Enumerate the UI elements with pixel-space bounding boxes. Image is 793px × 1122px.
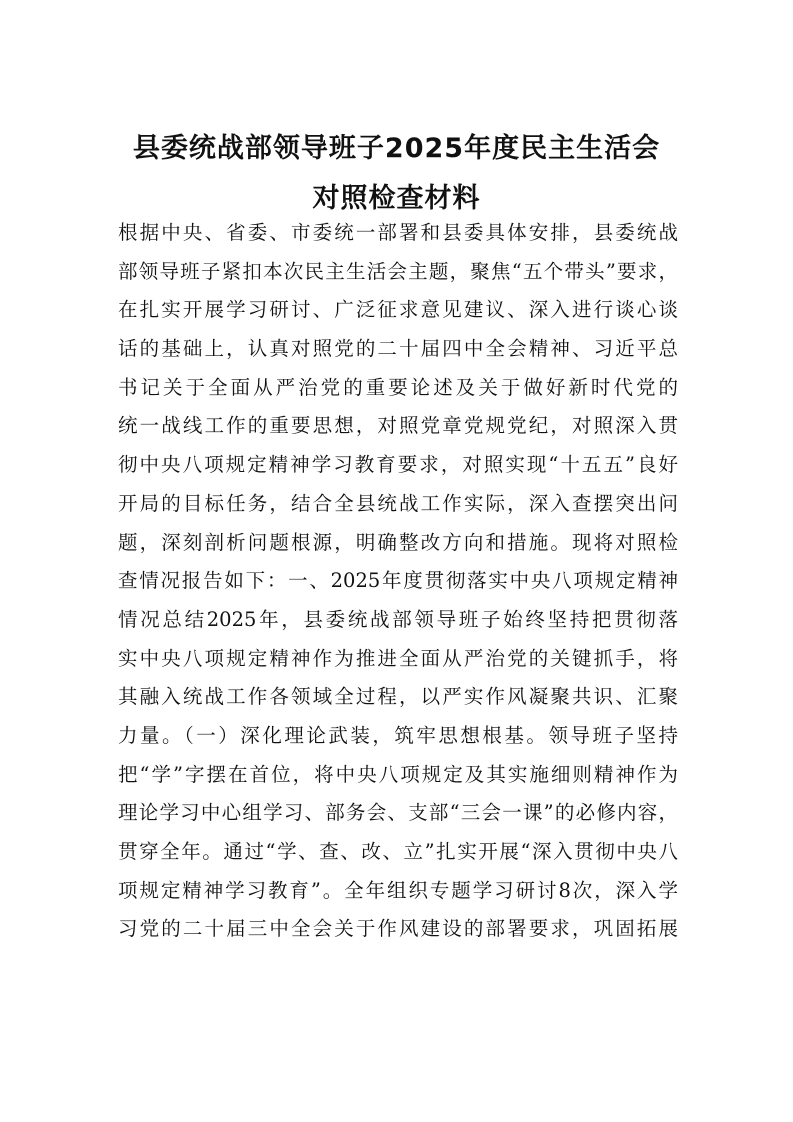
- body-line: 其融入统战工作各领域全过程，以严实作风凝聚共识、汇聚: [118, 685, 678, 709]
- body-line: 统一战线工作的重要思想，对照党章党规党纪，对照深入贯: [118, 414, 678, 438]
- body-line: 实中央八项规定精神作为推进全面从严治党的关键抓手，将: [118, 646, 678, 670]
- body-line: 开局的目标任务，结合全县统战工作实际，深入查摆突出问: [118, 491, 678, 515]
- body-line: 题，深刻剖析问题根源，明确整改方向和措施。现将对照检: [118, 530, 678, 554]
- body-line: 把“学”字摆在首位，将中央八项规定及其实施细则精神作为: [118, 762, 678, 786]
- body-line: 项规定精神学习教育”。全年组织专题学习研讨8次，深入学: [118, 878, 678, 902]
- document-title-line-1: 县委统战部领导班子2025年度民主生活会: [132, 133, 661, 164]
- document-title-line-2: 对照检查材料: [312, 183, 481, 214]
- body-line: 力量。（一）深化理论武装，筑牢思想根基。领导班子坚持: [118, 723, 678, 747]
- body-line: 书记关于全面从严治党的重要论述及关于做好新时代党的: [118, 375, 678, 399]
- body-line: 话的基础上，认真对照党的二十届四中全会精神、习近平总: [118, 337, 678, 361]
- body-line: 查情况报告如下：一、2025年度贯彻落实中央八项规定精神: [118, 569, 678, 593]
- body-line: 在扎实开展学习研讨、广泛征求意见建议、深入进行谈心谈: [118, 298, 678, 322]
- body-line: 部领导班子紧扣本次民主生活会主题，聚焦“五个带头”要求，: [118, 259, 678, 283]
- document-body: [118, 214, 678, 949]
- body-line: 情况总结2025年，县委统战部领导班子始终坚持把贯彻落: [118, 607, 678, 631]
- body-line: 彻中央八项规定精神学习教育要求，对照实现“十五五”良好: [118, 453, 678, 477]
- body-line: 理论学习中心组学习、部务会、支部“三会一课”的必修内容，: [118, 801, 678, 825]
- body-line: 根据中央、省委、市委统一部署和县委具体安排，县委统战: [118, 221, 678, 244]
- body-line: 贯穿全年。通过“学、查、改、立”扎实开展“深入贯彻中央八: [118, 840, 678, 863]
- body-line: 习党的二十届三中全会关于作风建设的部署要求，巩固拓展: [118, 917, 678, 941]
